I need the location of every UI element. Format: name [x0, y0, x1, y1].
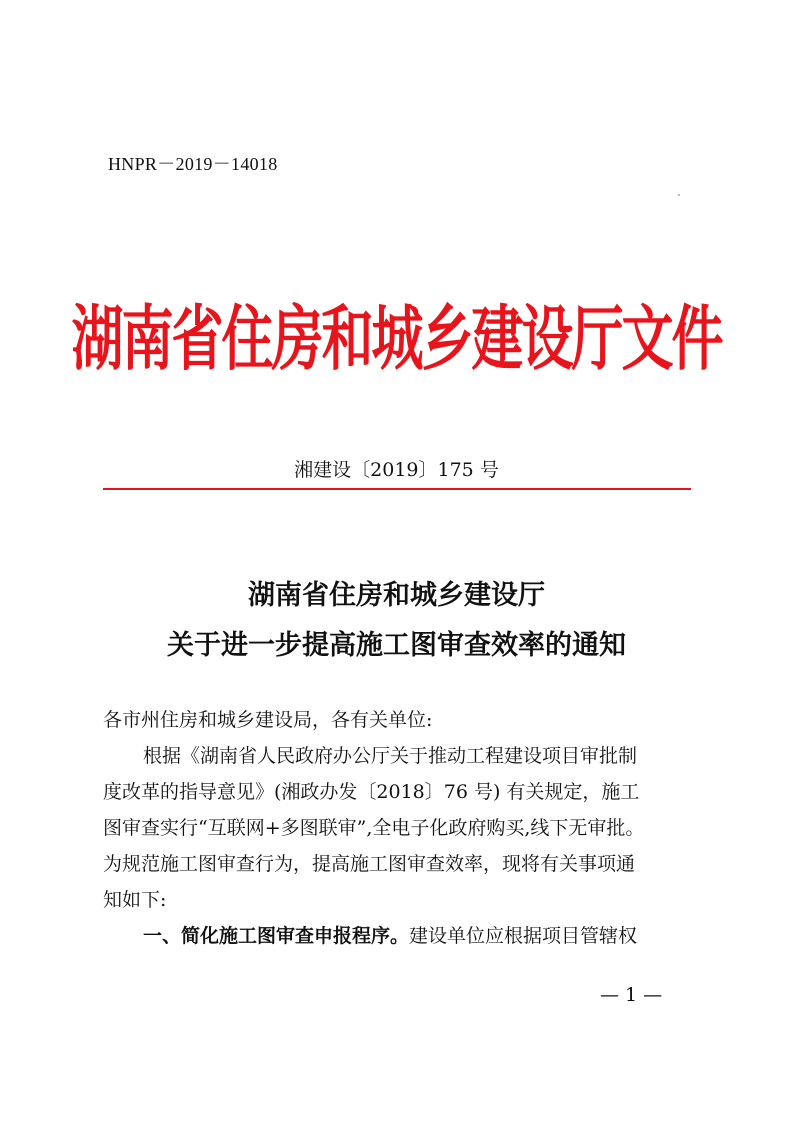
section-paragraph — [143, 921, 733, 948]
salutation: 各市州住房和城乡建设局，各有关单位: — [103, 709, 433, 731]
body-line: 为规范施工图审查行为，提高施工图审查效率，现将有关事项通 — [103, 853, 636, 875]
document-number: 湘建设〔2019〕175 号 — [294, 459, 499, 481]
page-number: — 1 — — [600, 984, 663, 1006]
scan-speck — [678, 194, 680, 196]
issuer-red-header: 湖南省住房和城乡建设厅文件 — [71, 299, 722, 381]
section-text: 建设单位应根据项目管辖权 — [409, 925, 638, 947]
red-divider-line — [103, 488, 691, 490]
body-line: 图审查实行“互联网+多图联审”,全电子化政府购买,线下无审批。 — [103, 817, 645, 839]
body-line: 度改革的指导意见》(湘政办发〔2018〕76 号) 有关规定，施工 — [103, 781, 640, 803]
section-heading: 一、简化施工图审查申报程序。 — [143, 925, 410, 947]
body-line: 根据《湖南省人民政府办公厅关于推动工程建设项目审批制 — [143, 745, 638, 767]
document-title-line-1: 湖南省住房和城乡建设厅 — [248, 580, 545, 611]
document-title-line-2: 关于进一步提高施工图审查效率的通知 — [167, 630, 626, 661]
body-line: 知如下: — [103, 889, 167, 911]
document-code: HNPR－2019－14018 — [108, 154, 278, 174]
